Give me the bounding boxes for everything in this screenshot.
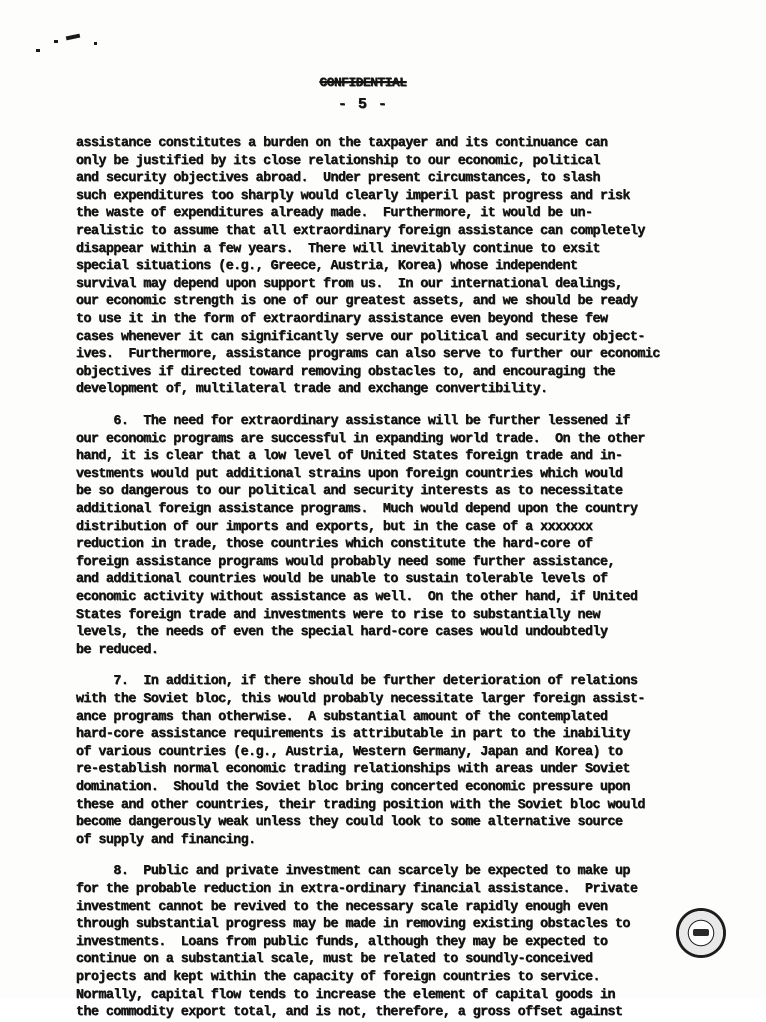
margin-speck <box>36 49 40 52</box>
text-line: re-establish normal economic trading relationships with areas under Soviet <box>76 762 630 778</box>
text-line: special situations (e.g., Greece, Austria, Korea) whose independent <box>76 259 578 275</box>
text-line: assistance constitutes a burden on the taxpayer and its continuance can <box>76 136 608 151</box>
text-line: 6. The need for extraordinary assistance will be further lessened if <box>76 414 630 429</box>
text-line: ance programs than otherwise. A substantial amount of the contemplated <box>76 709 608 725</box>
text-line: become dangerously weak unless they could look to some alternative source <box>76 815 623 831</box>
text-line: States foreign trade and investments were to rise to substantially new <box>76 607 600 623</box>
text-line: economic activity without assistance as well. On the other hand, if United <box>76 590 638 605</box>
text-line: projects and kept within the capacity of foreign countries to service. <box>76 970 600 985</box>
text-line: to use it in the form of extraordinary assistance even beyond these few <box>76 312 608 327</box>
text-line: these and other countries, their trading position with the Soviet bloc would <box>76 797 645 813</box>
text-line: Normally, capital flow tends to increase the element of capital goods in <box>76 987 615 1003</box>
text-line: survival may depend upon support from us. In our international dealings, <box>76 276 623 292</box>
margin-speck <box>94 42 97 45</box>
text-line: our economic strength is one of our greatest assets, and we should be ready <box>76 294 638 310</box>
library-stamp-seal <box>676 908 726 958</box>
text-line: 7. In addition, if there should be further deterioration of relations <box>76 674 638 690</box>
text-line: additional foreign assistance programs. Much would depend upon the country <box>76 502 638 517</box>
text-line: be reduced. <box>76 642 159 658</box>
text-line: realistic to assume that all extraordinary foreign assistance can completely <box>76 224 645 239</box>
text-line: ives. Furthermore, assistance programs can also serve to further our economic <box>76 347 660 363</box>
classification-marking: CONFIDENTIAL <box>319 75 407 90</box>
text-line: be so dangerous to our political and security interests as to necessitate <box>76 484 623 500</box>
text-line: the commodity export total, and is not, therefore, a gross offset against <box>76 1005 623 1021</box>
margin-speck <box>66 34 81 41</box>
text-line: hard-core assistance requirements is attributable in part to the inability <box>76 727 630 743</box>
text-line: hand, it is clear that a low level of United States foreign trade and in- <box>76 449 623 465</box>
text-line: our economic programs are successful in expanding world trade. On the other <box>76 431 645 447</box>
text-line: through substantial progress may be made in removing existing obstacles to <box>76 917 630 933</box>
text-line: of supply and financing. <box>76 832 256 848</box>
text-line: investment cannot be revived to the necessary scale rapidly enough even <box>76 899 608 915</box>
text-line: vestments would put additional strains upon foreign countries which would <box>76 466 623 482</box>
text-line: with the Soviet bloc, this would probably necessitate larger foreign assist- <box>76 692 645 707</box>
text-line: only be justified by its close relationship to our economic, political <box>76 153 600 169</box>
text-line: cases whenever it can significantly serve our political and security object- <box>76 329 645 345</box>
text-line: investments. Loans from public funds, although they may be expected to <box>76 934 608 950</box>
text-line: distribution of our imports and exports, but in the case of a xxxxxxx <box>76 519 593 535</box>
text-line: foreign assistance programs would probably need some further assistance, <box>76 554 615 570</box>
text-line: of various countries (e.g., Austria, Western Germany, Japan and Korea) to <box>76 744 623 760</box>
text-line: for the probable reduction in extra-ordinary financial assistance. Private <box>76 882 638 897</box>
text-line: reduction in trade, those countries which constitute the hard-core of <box>76 537 593 553</box>
text-line: domination. Should the Soviet bloc bring concerted economic pressure upon <box>76 780 630 795</box>
text-line: levels, the needs of even the special hard-core cases would undoubtedly <box>76 625 608 641</box>
margin-speck <box>54 40 58 43</box>
text-line: continue on a substantial scale, must be related to soundly-conceived <box>76 952 593 968</box>
stamp-center-mark <box>693 929 709 936</box>
text-line: disappear within a few years. There will inevitably continue to exsit <box>76 241 600 257</box>
text-line: the waste of expenditures already made. Furthermore, it would be un- <box>76 206 593 222</box>
text-line: and security objectives abroad. Under present circumstances, to slash <box>76 171 600 187</box>
text-line: and additional countries would be unable to sustain tolerable levels of <box>76 572 608 588</box>
text-line: objectives if directed toward removing obstacles to, and encouraging the <box>76 364 615 380</box>
text-line: such expenditures too sharply would clearly imperil past progress and risk <box>76 188 630 204</box>
text-line: development of, multilateral trade and exchange convertibility. <box>76 382 548 398</box>
page-number: - 5 - <box>337 96 388 113</box>
text-line: 8. Public and private investment can scarcely be expected to make up <box>76 864 630 880</box>
